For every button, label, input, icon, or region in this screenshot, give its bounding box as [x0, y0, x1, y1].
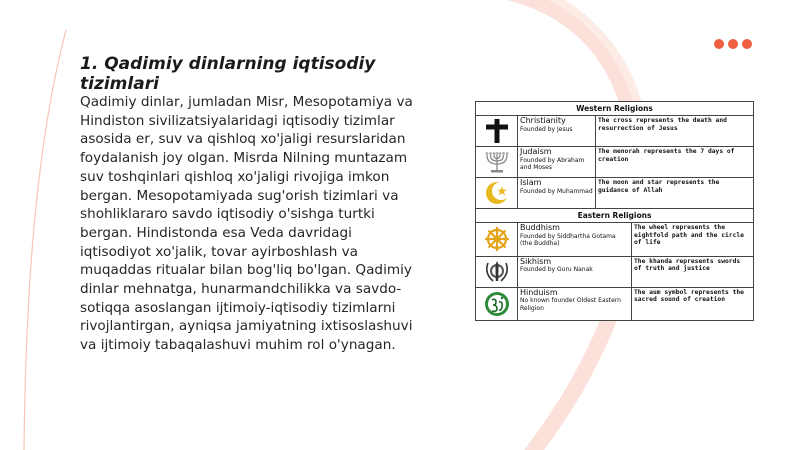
religion-cell — [518, 287, 632, 320]
religions-table — [475, 101, 754, 321]
western-religions-header: Western Religions — [476, 102, 754, 116]
dot-icon — [742, 39, 752, 49]
menorah-icon — [476, 147, 518, 178]
symbol-meaning: The moon and star represents the guidance of Allah — [596, 178, 754, 209]
dot-icon — [728, 39, 738, 49]
religion-name: Hinduism — [520, 287, 558, 297]
table-row — [476, 116, 754, 147]
religion-cell — [518, 116, 596, 147]
cross-icon — [476, 116, 518, 147]
dot-icon — [714, 39, 724, 49]
religion-name: Islam — [520, 178, 542, 188]
symbol-meaning: The aum symbol represents the sacred sound of creation — [632, 287, 754, 320]
symbol-meaning: The cross represents the death and resurrection of Jesus — [596, 116, 754, 147]
religion-founder: Founded by Abraham and Moses — [520, 156, 585, 172]
religion-founder: Founded by Jesus — [520, 125, 573, 133]
khanda-icon — [476, 256, 518, 287]
table-row — [476, 178, 754, 209]
religion-founder: No known founder Oldest Eastern Religion — [520, 297, 621, 312]
symbol-meaning: The wheel represents the eightfold path and the circle of life — [632, 223, 754, 256]
symbol-meaning: The menorah represents the 7 days of creation — [596, 147, 754, 178]
table-row — [476, 256, 754, 287]
table-row — [476, 147, 754, 178]
religion-name: Sikhism — [520, 256, 552, 266]
religion-cell — [518, 223, 632, 256]
slide-title: 1. Qadimiy dinlarning iqtisodiy tizimlari — [80, 54, 376, 94]
table-row — [476, 287, 754, 320]
dharma-wheel-icon — [476, 223, 518, 256]
body-paragraph: Qadimiy dinlar, jumladan Misr, Mesopotamiya va Hindiston sivilizatsiyalaridagi iqtisodiy tizimlar asosida er, suv va qishloq xo'jaligi resurslaridan foydalanish joy olgan. Misrda Nilning muntazam suv toshqinlari qishloq xo'jaligi rivojiga imkon bergan. Mesopotamiyada sug'orish tizimlari va shohliklararo savdo iqtisodiy o'sishga turtki bergan. Hindistonda esa Veda davridagi iqtisodiyot xo'jalik, tovar ayirboshlash va muqaddas ritualar bilan bog'liq bo'lgan. Qadimiy dinlar mehnatga, hunarmandchilikka va savdo-sotiqqa asoslangan ijtimoiy-iqtisodiy tizimlarni rivojlantirgan, ayniqsa jamiyatning ixtisoslashuvi va ijtimoiy tabaqalashuvi muhim rol o'ynagan. — [80, 94, 413, 354]
religion-founder: Founded by Guru Nanak — [520, 266, 593, 274]
religion-cell — [518, 147, 596, 178]
religion-name: Christianity — [520, 116, 566, 125]
symbol-meaning: The khanda represents swords of truth and justice — [632, 256, 754, 287]
om-icon — [476, 287, 518, 320]
decorative-dots — [714, 39, 752, 49]
eastern-religions-header: Eastern Religions — [476, 209, 754, 223]
religion-founder: Founded by Siddhartha Gotama (the Buddha) — [520, 232, 616, 248]
table-row — [476, 223, 754, 256]
religion-cell — [518, 256, 632, 287]
religion-name: Judaism — [520, 147, 552, 157]
religion-name: Buddhism — [520, 223, 560, 233]
star-crescent-icon — [476, 178, 518, 209]
religion-cell — [518, 178, 596, 209]
religion-founder: Founded by Muhammad — [520, 187, 593, 195]
